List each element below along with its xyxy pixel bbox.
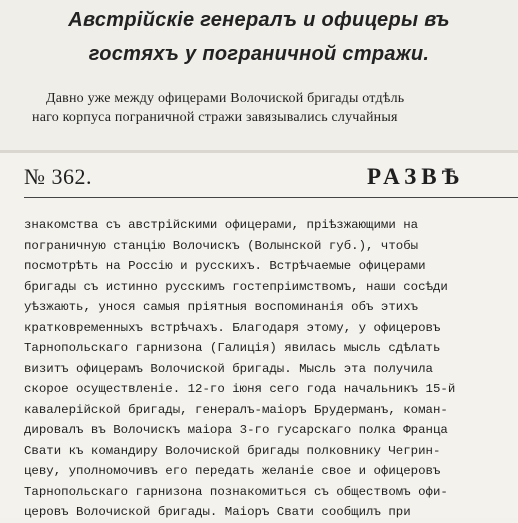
body-line: пограничную станцію Волочискъ (Волынской губ.), чтобы <box>24 238 419 253</box>
lead-text-line-2: наго корпуса пограничной стражи завязывались случайныя <box>32 110 398 125</box>
body-line: дировалъ въ Волочискъ маіора 3-го гусарскаго полка Франца <box>24 423 448 437</box>
issue-number: № 362. <box>24 164 92 189</box>
article-title-line-1: Австрійскіе генералъ и офицеры въ <box>68 9 450 31</box>
body-line: Тарнопольскаго гарнизона познакомиться съ обществомъ офи- <box>24 484 448 499</box>
body-line: уѣзжають, унося самыя пріятныя воспоминанія объ этихъ <box>24 300 419 314</box>
header-rule <box>24 197 518 198</box>
article-body <box>24 215 499 523</box>
body-line: бригады съ истинно русскимъ гостепріимствомъ, наши сосѣди <box>24 279 448 294</box>
running-header: РАЗВѢ <box>367 164 465 189</box>
lower-page-fragment <box>0 153 518 518</box>
body-line: церовъ Волочиской бригады. Маіоръ Свати сообщилъ при <box>24 505 411 519</box>
body-line: скорое осуществленіе. 12-го іюня сего года начальникъ 15-й <box>24 382 456 396</box>
body-line: визитъ офицерамъ Волочиской бригады. Мысль эта получила <box>24 361 433 376</box>
body-line: посмотрѣть на Россію и русскихъ. Встрѣчаемые офицерами <box>24 259 426 273</box>
body-line: цеву, уполномочивъ его передать желаніе свое и офицеровъ <box>24 464 441 478</box>
upper-page-fragment <box>0 0 518 150</box>
body-line: знакомства съ австрійскими офицерами, пріѣзжающими на <box>24 218 419 232</box>
body-line: Тарнопольскаго гарнизона (Галиція) явилась мысль сдѣлать <box>24 341 441 355</box>
body-line: кавалерійской бригады, генералъ-маіоръ Брудерманъ, коман- <box>24 402 448 417</box>
article-title-line-2: гостяхъ у пограничной стражи. <box>88 43 430 65</box>
body-line: кратковременныхъ встрѣчахъ. Благодаря этому, у офицеровъ <box>24 320 441 335</box>
body-line: Свати къ командиру Волочиской бригады полковнику Чегрин- <box>24 443 441 458</box>
lead-text-line-1: Давно уже между офицерами Волочиской бригады отдѣль <box>46 91 405 106</box>
